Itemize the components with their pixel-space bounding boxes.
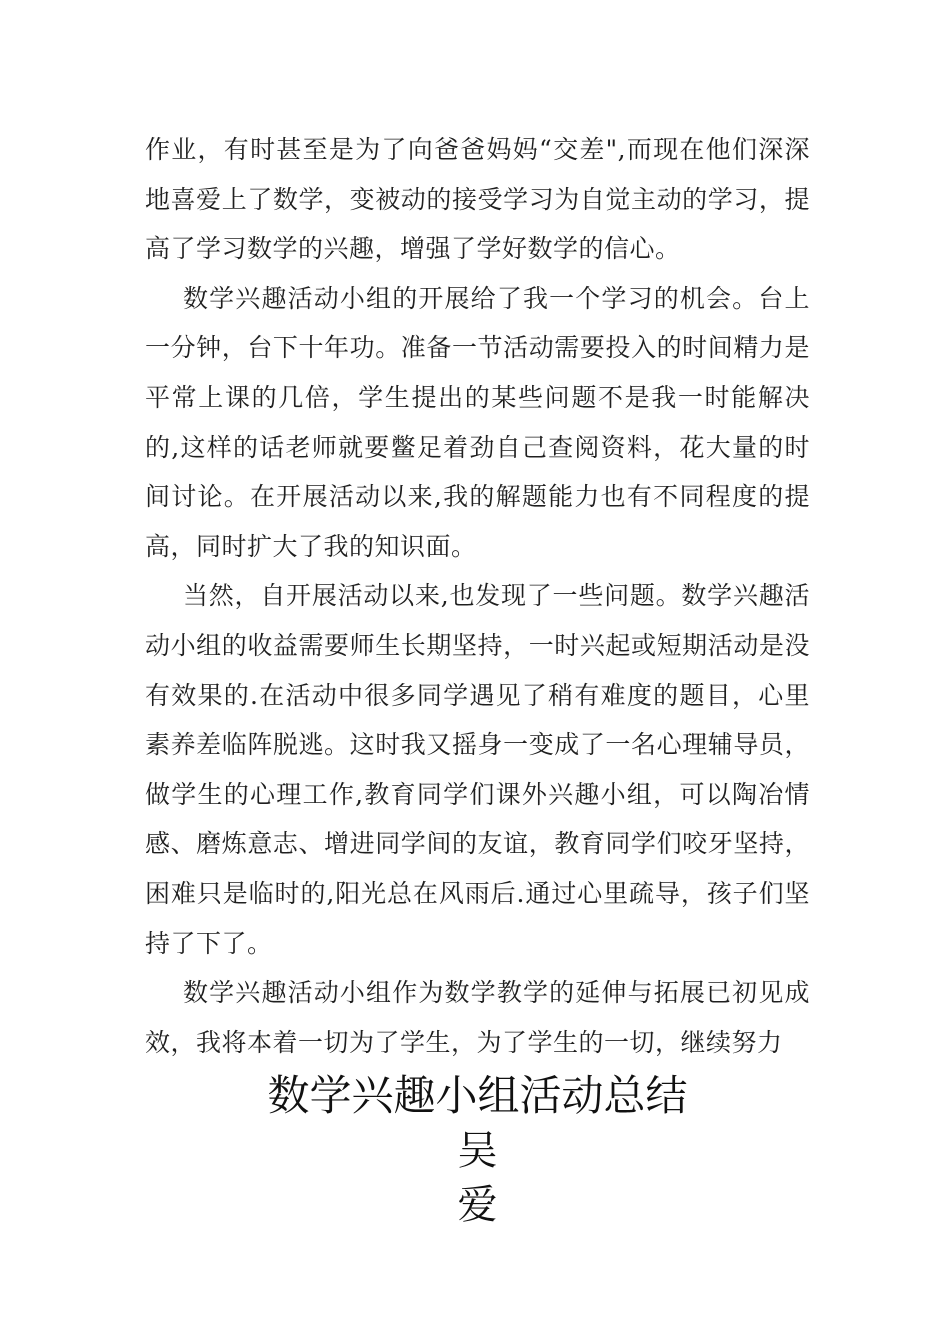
author-name-second: 爱	[457, 1182, 498, 1228]
paragraph-conclusion: 数学兴趣活动小组作为数学教学的延伸与拓展已初见成效，我将本着一切为了学生，为了学生的一切，继续努力	[145, 978, 810, 1057]
title-block	[145, 1068, 810, 1232]
document-title: 数学兴趣小组活动总结	[267, 1071, 688, 1120]
document-body	[145, 125, 810, 1067]
paragraph-problems-found: 当然，自开展活动以来,也发现了一些问题。数学兴趣活动小组的收益需要师生长期坚持，一时兴起或短期活动是没有效果的.在活动中很多同学遇见了稍有难度的题目，心里素养差临阵脱逃。这时我又摇身一变成了一名心理辅导员，做学生的心理工作,教育同学们课外兴趣小组，可以陶冶情感、磨炼意志、增进同学间的友谊，教育同学们咬牙坚持，困难只是临时的,阳光总在风雨后.通过心里疏导，孩子们坚持了下了。	[145, 581, 810, 958]
paragraph-learning-opportunity: 数学兴趣活动小组的开展给了我一个学习的机会。台上一分钟，台下十年功。准备一节活动需要投入的时间精力是平常上课的几倍，学生提出的某些问题不是我一时能解决的,这样的话老师就要鳖足着劲自己查阅资料，花大量的时间讨论。在开展活动以来,我的解题能力也有不同程度的提高，同时扩大了我的知识面。	[145, 283, 810, 561]
paragraph-continued: 作业，有时甚至是为了向爸爸妈妈“交差",而现在他们深深地喜爱上了数学，变被动的接受学习为自觉主动的学习，提高了学习数学的兴趣，增强了学好数学的信心。	[145, 135, 810, 264]
author-name-first: 吴	[457, 1128, 498, 1174]
